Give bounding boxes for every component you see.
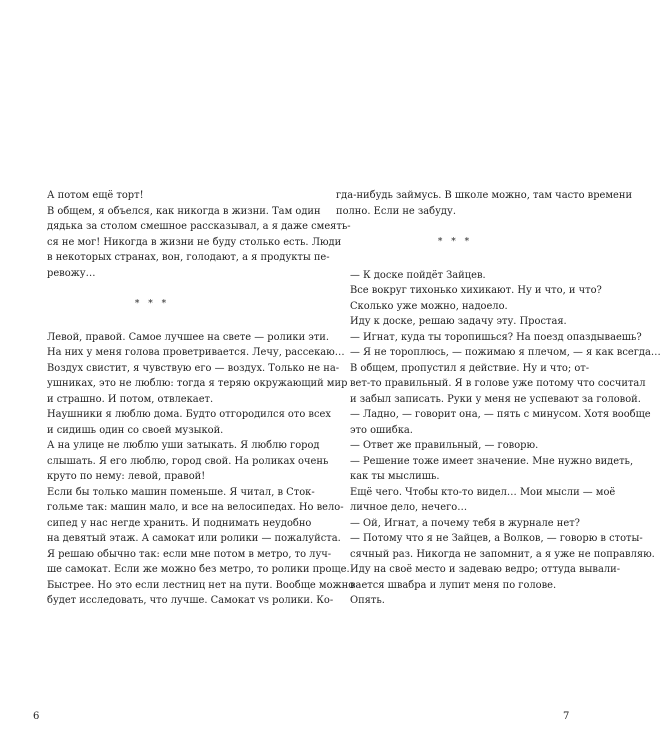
text-line: — Ой, Игнат, а почему тебя в журнале нет? [350,517,580,529]
paragraph [336,268,574,284]
text-line: вет-то правильный. Я в голове уже потому что сосчитал [350,378,646,389]
text-line: Левой, правой. Самое лучшее на свете — ролики эти. [47,331,330,343]
text-line: личное дело, нечего… [350,502,468,513]
text-line: Если бы только машин поменьше. Я читал, в Сток- [47,486,315,498]
text-line: Опять. [350,595,385,606]
paragraph [336,485,616,516]
right-text-column [336,188,661,609]
text-line: Воздух свистит, я чувствую его — воздух. Только не на- [47,362,340,374]
text-line: вается швабра и лупит меня по голове. [350,579,557,591]
paragraph [336,438,574,454]
text-line: Иду на своё место и задеваю ведро; оттуда вывали- [350,564,621,575]
text-line: В общем, я объелся, как никогда в жизни. Там один [47,205,321,217]
left-text-column [33,188,355,609]
paragraph [336,407,651,438]
paragraph [336,314,574,330]
text-line: и сидишь один со своей музыкой. [47,424,224,436]
text-line: — К доске пойдёт Зайцев. [350,269,486,281]
text-line: В общем, пропустил я действие. Ну и что; от- [350,362,590,374]
text-line: ше самокат. Если же можно без метро, то ролики проще. [47,564,350,575]
text-line: Все вокруг тихонько хихикают. Ну и что, и что? [350,285,602,296]
text-line: — Я не тороплюсь, — пожимаю я плечом, — я как всегда… [350,347,661,358]
paragraph [336,283,602,314]
text-line: и забыл записать. Руки у меня не успевают за головой. [350,393,641,405]
paragraph [336,330,642,346]
text-line: Иду к доске, решаю задачу эту. Простая. [350,316,567,327]
text-line: А на улице не люблю уши затыкать. Я люблю город [47,440,320,451]
paragraph [33,188,271,204]
text-line: и страшно. И потом, отвлекает. [47,393,214,405]
paragraph [336,531,655,562]
paragraph [33,330,348,408]
text-line: ушниках, это не люблю: тогда я теряю окружающий мир [47,378,348,389]
text-line: — Игнат, куда ты торопишься? На поезд опаздываешь? [350,331,642,343]
paragraph [336,361,646,408]
text-line: Ещё чего. Чтобы кто-то видел… Мои мысли — моё [350,486,616,498]
paragraph [33,547,355,609]
text-line: на девятый этаж. А самокат или ролики — пожалуйста. [47,533,341,544]
paragraph [336,345,661,361]
text-line: полно. Если не забуду. [336,205,456,217]
text-line: сячный раз. Никогда не запомнит, а я уже не поправляю. [350,548,655,560]
paragraph [336,454,634,485]
text-line: Сколько уже можно, надоело. [350,300,508,312]
scene-break-stars: * * * [437,237,473,247]
paragraph [33,485,344,547]
paragraph [336,562,621,593]
text-line: круто по нему: левой, правой! [47,471,206,482]
text-line: Наушники я люблю дома. Будто отгородился ото всех [47,409,331,420]
text-line: слышать. Я его люблю, город свой. На роликах очень [47,455,329,467]
text-line: — Потому что я не Зайцев, а Волков, — говорю в стоты- [350,533,643,544]
text-line: — Ответ же правильный, — говорю. [350,440,539,451]
paragraph [33,204,351,282]
text-line: ся не мог! Никогда в жизни не буду столько есть. Люди [47,236,342,248]
text-line: в некоторых странах, вон, голодают, а я продукты пе- [47,252,330,263]
text-line: А потом ещё торт! [47,190,144,201]
text-line: это ошибка. [350,424,413,436]
text-line: Быстрее. Но это если лестниц нет на пути. Вообще можно [47,579,355,591]
text-line: гда-нибудь займусь. В школе можно, там часто времени [336,190,633,201]
paragraph [33,438,329,485]
text-line: — Ладно, — говорит она, — пять с минусом. Хотя вообще [350,409,651,420]
text-line: — Решение тоже имеет значение. Мне нужно видеть, [350,455,634,467]
text-line: гольме так: машин мало, и все на велосипедах. Но вело- [47,502,344,513]
paragraph [336,516,580,532]
text-line: Я решаю обычно так: если мне потом в метро, то луч- [47,548,332,560]
text-line: сипед у нас негде хранить. И поднимать неудобно [47,517,312,529]
right-page-number: 7 [563,711,570,722]
paragraph [33,407,331,438]
text-line: На них у меня голова проветривается. Лечу, рассекаю… [47,347,345,358]
paragraph [336,593,574,609]
right-page [300,0,661,750]
text-line: ревожу… [47,267,96,279]
left-page-number: 6 [33,711,40,722]
continued-paragraph [336,188,633,219]
text-line: будет исследовать, что лучше. Самокат vs ролики. Ко- [47,595,334,606]
text-line: как ты мыслишь. [350,471,440,482]
scene-break-stars: * * * [134,299,170,309]
text-line: дядька за столом смешное рассказывал, а я даже смеять- [47,221,351,232]
